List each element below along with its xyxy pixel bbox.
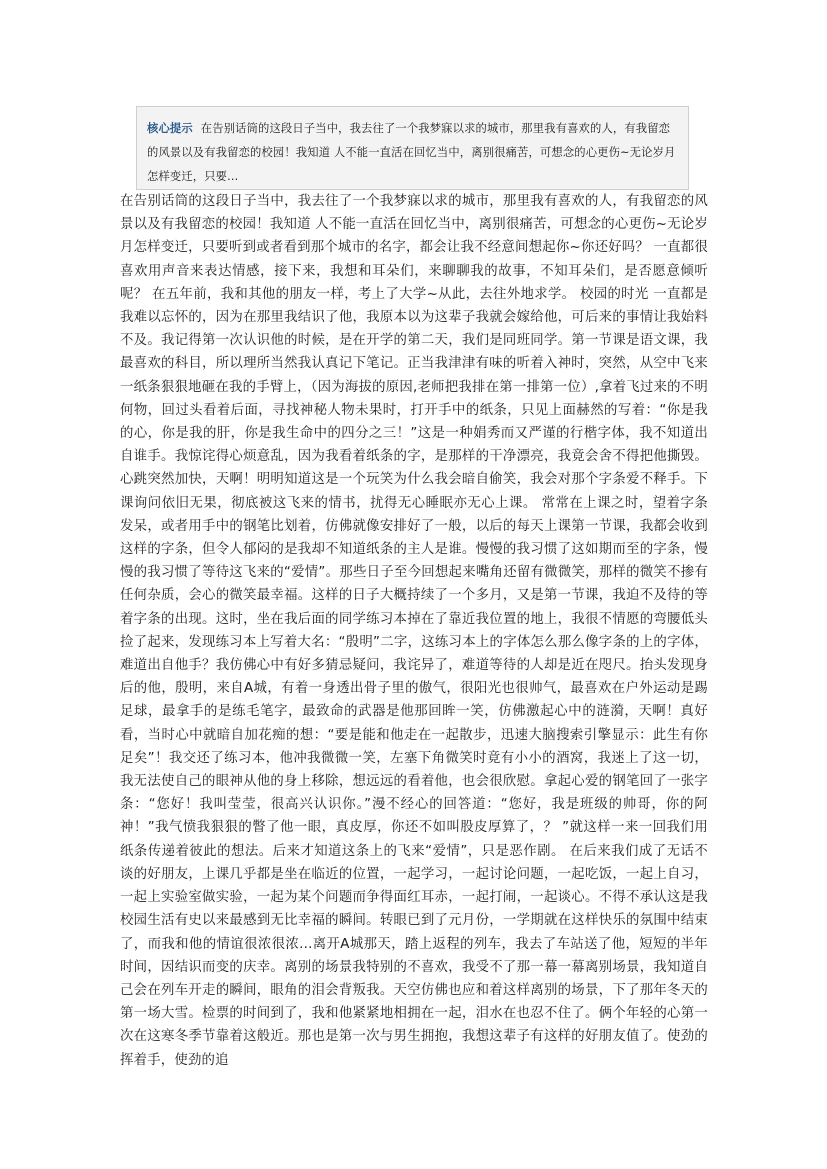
summary-label: 核心提示 bbox=[147, 122, 193, 135]
summary-box bbox=[136, 106, 689, 190]
article-paragraph: 在告别话筒的这段日子当中，我去往了一个我梦寐以求的城市，那里我有喜欢的人，有我留恋的风景以及有我留恋的校园！我知道 人不能一直活在回忆当中，离别很痛苦，可想念的心更伤~无论岁月怎样变迁，只要听到或者看到那个城市的名字，都会让我不经意间想起你~你还好吗？ 一直都很喜欢用声音来表达情感，接下来，我想和耳朵们，来聊聊我的故事，不知耳朵们，是否愿意倾听呢？ 在五年前，我和其他的朋友一样，考上了大学~从此，去往外地求学。 校园的时光 一直都是我难以忘怀的，因为在那里我结识了他，我原本以为这辈子我就会嫁给他，可后来的事情让我始料不及。我记得第一次认识他的时候，是在开学的第二天，我们是同班同学。第一节课是语文课，我最喜欢的科目，所以理所当然我认真记下笔记。正当我津津有味的听着入神时，突然，从空中飞来一纸条狠狠地砸在我的手臂上，（因为海拔的原因,老师把我排在第一排第一位）,拿着飞过来的不明何物，回过头看着后面，寻找神秘人物未果时，打开手中的纸条，只见上面赫然的写着：“你是我的心，你是我的肝，你是我生命中的四分之三！”这是一种娟秀而又严谨的行楷字体，我不知道出自谁手。我惊诧得心烦意乱，因为我看着纸条的字，是那样的干净漂亮，我竟会舍不得把他撕毁。心跳突然加快，天啊！明明知道这是一个玩笑为什么我会暗自偷笑，我会对那个字条爱不释手。下课询问依旧无果，彻底被这飞来的情书，扰得无心睡眠亦无心上课。 常常在上课之时，望着字条发呆，或者用手中的钢笔比划着，仿佛就像安排好了一般，以后的每天上课第一节课，我都会收到这样的字条，但令人郁闷的是我却不知道纸条的主人是谁。慢慢的我习惯了这如期而至的字条，慢慢的我习惯了等待这飞来的“爱情”。那些日子至今回想起来嘴角还留有微微笑，那样的微笑不掺有任何杂质，会心的微笑最幸福。这样的日子大概持续了一个多月，又是第一节课，我迫不及待的等着字条的出现。这时，坐在我后面的同学练习本掉在了靠近我位置的地上，我很不情愿的弯腰低头捡了起来，发现练习本上写着大名：“殷明”二字，这练习本上的字体怎么那么像字条的上的字体，难道出自他手？我仿佛心中有好多猜忌疑问，我诧异了，难道等待的人却是近在咫尺。抬头发现身后的他，殷明，来自A城，有着一身透出骨子里的傲气，很阳光也很帅气，最喜欢在户外运动是踢足球，最拿手的是练毛笔字，最致命的武器是他那回眸一笑，仿佛激起心中的涟漪，天啊！真好看，当时心中就暗自加花痴的想：“要是能和他走在一起散步，迅速大脑搜索引擎显示：此生有你足矣”！我交还了练习本，他冲我微微一笑，左塞下角微笑时竟有小小的酒窝，我迷上了这一切，我无法使自己的眼神从他的身上移除，想远远的看着他，也会很欣慰。拿起心爱的钢笔回了一张字条：“您好！我叫莹莹，很高兴认识你。”漫不经心的回答道：“您好，我是班级的帅哥，你的阿神！”我气愤我狠狠的瞥了他一眼，真皮厚，你还不如叫股皮厚算了，？ ”就这样一来一回我们用纸条传递着彼此的想法。后来才知道这条上的飞来“爱情”，只是恶作剧。 在后来我们成了无话不谈的好朋友，上课几乎都是坐在临近的位置，一起学习，一起讨论问题，一起吃饭，一起上自习，一起上实验室做实验，一起为某个问题而争得面红耳赤，一起打闹，一起谈心。不得不承认这是我校园生活有史以来最感到无比幸福的瞬间。转眼已到了元月份，一学期就在这样快乐的氛围中结束了，而我和他的情谊很浓很浓...离开A城那天，踏上返程的列车，我去了车站送了他，短短的半年时间，因结识而变的庆幸。离别的场景我特别的不喜欢，我受不了那一幕一幕离别场景，我知道自己会在列车开走的瞬间，眼角的泪会背叛我。天空仿佛也应和着这样离别的场景，下了那年冬天的第一场大雪。检票的时间到了，我和他紧紧地相拥在一起，泪水在也忍不住了。俩个年轻的心第一次在这寒冬季节靠着这般近。那也是第一次与男生拥抱，我想这辈子有这样的好朋友值了。使劲的挥着手，使劲的追 bbox=[120, 194, 708, 1068]
summary-text: 在告别话筒的这段日子当中，我去往了一个我梦寐以求的城市，那里我有喜欢的人，有我留恋的风景以及有我留恋的校园！我知道 人不能一直活在回忆当中，离别很痛苦，可想念的心更伤~无论岁月怎样变迁，只要... bbox=[147, 122, 676, 183]
article-body bbox=[120, 190, 708, 1072]
